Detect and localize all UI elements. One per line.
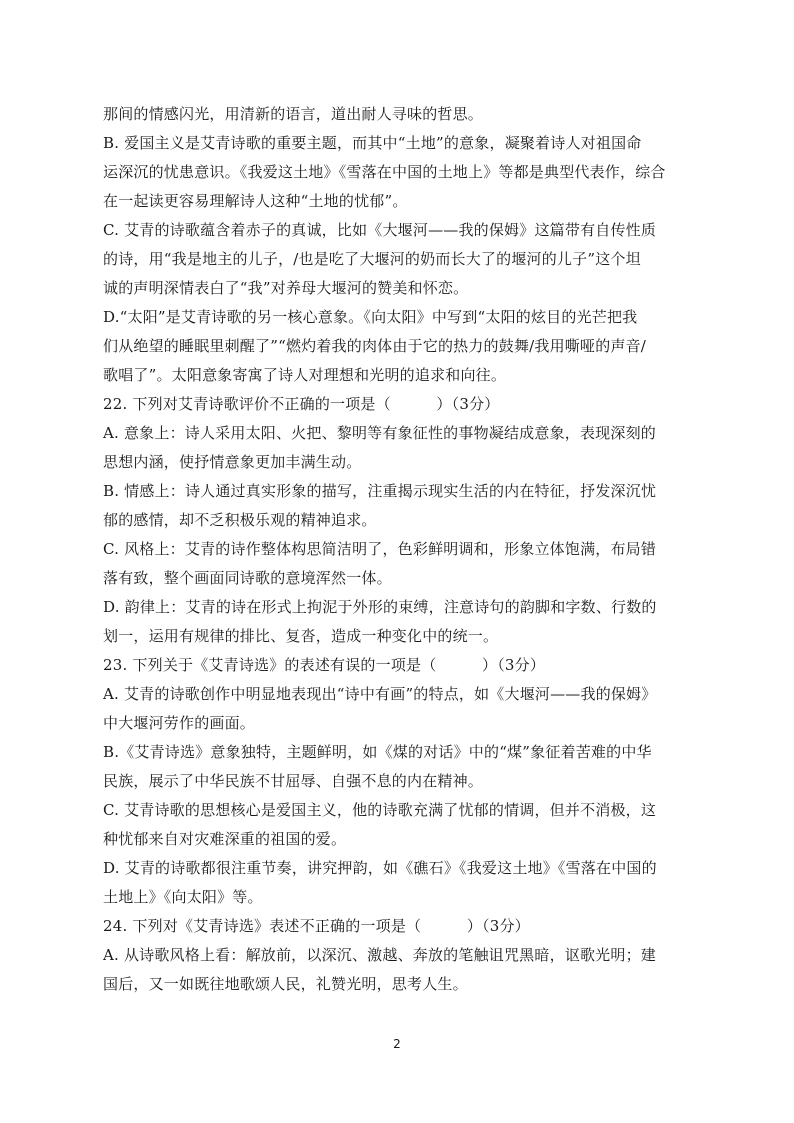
page-number: 2 — [393, 1037, 401, 1051]
text-line: 种忧郁来自对灾难深重的祖国的爱。 — [103, 830, 347, 848]
q23-option-a-line-1: A. 艾青的诗歌创作中明显地表现出“诗中有画”的特点，如《大堰河——我的保姆》 — [103, 685, 657, 703]
text-line: 国后，又一如既往地歌颂人民，礼赞光明，思考人生。 — [103, 975, 468, 993]
option-d-sun-line-1: D.“太阳”是艾青诗歌的另一核心意象。《向太阳》中写到“太阳的炫目的光芒把我 — [103, 308, 638, 326]
text-line: 诚的声明深情表白了“我”对养母大堰河的赞美和怀恋。 — [103, 279, 469, 297]
text-line: 的诗，用“我是地主的儿子，/也是吃了大堰河的奶而长大了的堰河的儿子”这个坦 — [103, 250, 641, 268]
q24-option-a-line-1: A. 从诗歌风格上看：解放前，以深沉、激越、奔放的笔触诅咒黑暗，讴歌光明；建 — [103, 946, 656, 964]
q22-option-c-line-1: C. 风格上：艾青的诗作整体构思简洁明了，色彩鲜明调和，形象立体饱满，布局错 — [103, 540, 657, 558]
text-line: 民族，展示了中华民族不甘屈辱、自强不息的内在精神。 — [103, 772, 484, 790]
option-b-patriotism-line-1: B. 爱国主义是艾青诗歌的重要主题，而其中“土地”的意象，凝聚着诗人对祖国命 — [103, 134, 642, 152]
q23-option-b-line-1: B.《艾青诗选》意象独特，主题鲜明，如《煤的对话》中的“煤”象征着苦难的中华 — [103, 743, 652, 761]
question-24-title: 24. 下列对《艾青诗选》表述不正确的一项是（ ）（3分） — [103, 917, 530, 935]
question-22-title: 22. 下列对艾青诗歌评价不正确的一项是（ ）（3分） — [103, 395, 500, 413]
q23-option-d-line-1: D. 艾青的诗歌都很注重节奏，讲究押韵，如《礁石》《我爱这土地》《雪落在中国的 — [103, 859, 657, 877]
option-c-sincerity-line-1: C. 艾青的诗歌蕴含着赤子的真诚，比如《大堰河——我的保姆》这篇带有自传性质 — [103, 221, 657, 239]
q22-option-a-line-1: A. 意象上：诗人采用太阳、火把、黎明等有象征性的事物凝结成意象，表现深刻的 — [103, 424, 656, 442]
text-line: 郁的感情，却不乏积极乐观的精神追求。 — [103, 511, 377, 529]
text-line: 运深沉的忧患意识。《我爱这土地》《雪落在中国的土地上》等都是典型代表作，综合 — [103, 163, 666, 181]
text-line: 们从绝望的睡眠里刺醒了”“燃灼着我的肉体由于它的热力的鼓舞/我用嘶哑的声音/ — [103, 337, 647, 355]
text-line: 中大堰河劳作的画面。 — [103, 714, 256, 732]
text-line: 划一，运用有规律的排比、复沓，造成一种变化中的统一。 — [103, 627, 499, 645]
page-content — [103, 100, 697, 999]
text-line: 在一起读更容易理解诗人这种“土地的忧郁”。 — [103, 192, 408, 210]
q22-option-d-line-1: D. 韵律上：艾青的诗在形式上拘泥于外形的束缚，注意诗句的韵脚和字数、行数的 — [103, 598, 657, 616]
text-line: 土地上》《向太阳》等。 — [103, 888, 263, 906]
text-line: 落有致，整个画面同诗歌的意境浑然一体。 — [103, 569, 392, 587]
text-line: 歌唱了”。太阳意象寄寓了诗人对理想和光明的追求和向往。 — [103, 366, 507, 384]
question-23-title: 23. 下列关于《艾青诗选》的表述有误的一项是（ ）（3分） — [103, 656, 546, 674]
text-line: 思想内涵，使抒情意象更加丰满生动。 — [103, 453, 362, 471]
text-line: 那间的情感闪光，用清新的语言，道出耐人寻味的哲思。 — [103, 105, 484, 123]
q22-option-b-line-1: B. 情感上：诗人通过真实形象的描写，注重揭示现实生活的内在特征，抒发深沉忧 — [103, 482, 657, 500]
q23-option-c-line-1: C. 艾青诗歌的思想核心是爱国主义，他的诗歌充满了忧郁的情调，但并不消极，这 — [103, 801, 657, 819]
